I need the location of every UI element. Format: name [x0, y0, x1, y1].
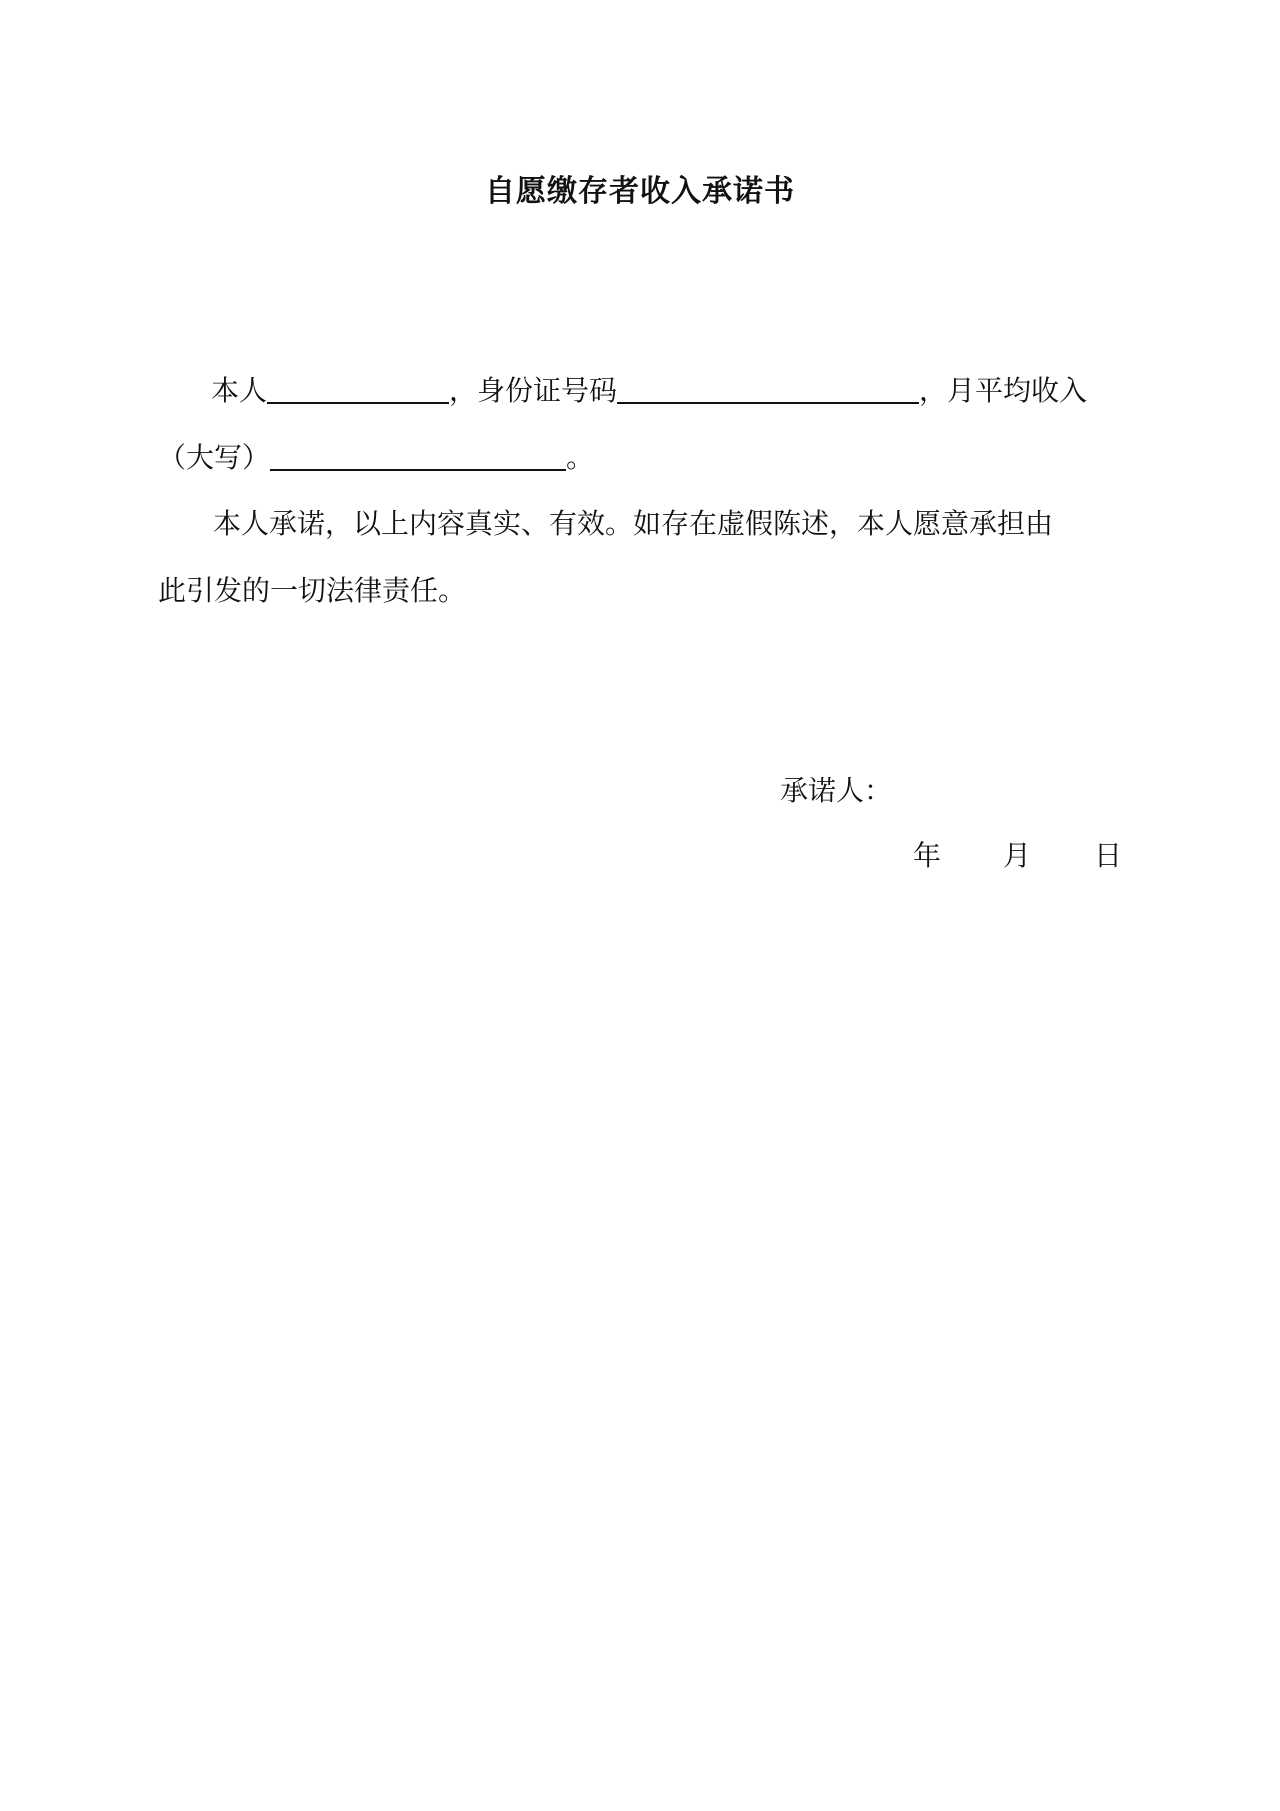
info-line-2	[158, 438, 594, 478]
signer-label: 承诺人：	[780, 774, 893, 807]
info-line-1	[211, 371, 1087, 411]
id-number-blank[interactable]	[617, 372, 919, 404]
document-title: 自愿缴存者收入承诺书	[485, 174, 795, 209]
period-mark: 。	[566, 441, 595, 474]
income-amount-blank[interactable]	[270, 439, 566, 471]
monthly-income-label: ，月平均收入	[919, 374, 1088, 407]
id-number-label: ，身份证号码	[449, 374, 618, 407]
date-year: 年	[913, 839, 942, 872]
pledge-paragraph-line-1: 本人承诺，以上内容真实、有效。如存在虚假陈述，本人愿意承担由	[213, 507, 1054, 540]
pledge-paragraph-line-2: 此引发的一切法律责任。	[158, 574, 467, 607]
date-day: 日	[1094, 839, 1123, 872]
name-blank[interactable]	[267, 372, 449, 404]
uppercase-amount-label: （大写）	[158, 441, 271, 474]
date-month: 月	[1003, 839, 1032, 872]
name-label: 本人	[211, 374, 268, 407]
